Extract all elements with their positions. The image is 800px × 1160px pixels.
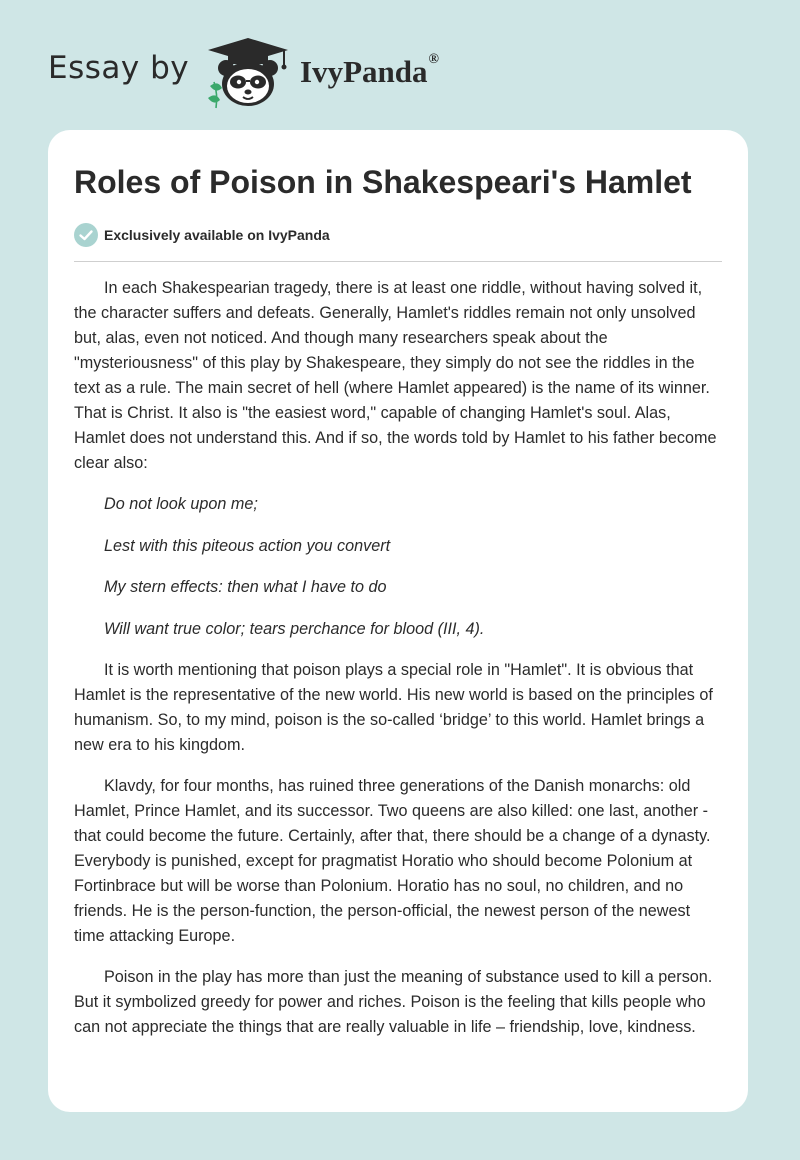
paragraph: Poison in the play has more than just the meaning of substance used to kill a person. But it symbolized greedy for power and riches. Poison is the feeling that kills people who can not appreciate the things that are really valuable in life – friendship, love, kindness. — [74, 968, 713, 1036]
verse-line: Lest with this piteous action you convert — [104, 536, 391, 555]
registered-mark: ® — [428, 52, 439, 67]
exclusive-badge-text: Exclusively available on IvyPanda — [104, 227, 330, 243]
essay-by-label: Essay by — [48, 50, 190, 86]
verse-line: My stern effects: then what I have to do — [104, 578, 387, 596]
paragraph: It is worth mentioning that poison plays a special role in "Hamlet". It is obvious that Hamlet is the representative of the new world. His new world is based on the principles of humanism. So, to my mind, poison is the so-called ‘bridge’ to this world. Hamlet brings a new era to his kingdom. — [74, 661, 713, 754]
paragraph: In each Shakespearian tragedy, there is at least one riddle, without having solved it, the character suffers and defeats. Generally, Hamlet's riddles remain not only unsolved but, alas, even not noticed. And though many researchers speak about the "mysteriousness" of this play by Shakespeare, they simply do not see the riddles in the text as a rule. The main secret of hell (where Hamlet appeared) is the name of its winner. That is Christ. It also is "the easiest word," capable of changing Hamlet's soul. Alas, Hamlet does not understand this. And if so, the words told by Hamlet to his father become clear also: — [74, 279, 717, 472]
site-header — [48, 30, 748, 110]
panda-graduate-logo-icon[interactable] — [204, 36, 292, 110]
brand-text: IvyPanda — [300, 54, 428, 89]
paragraph: Klavdy, for four months, has ruined three generations of the Danish monarchs: old Hamlet, Prince Hamlet, and its successor. Two queens are also killed: one last, another - that could become the future. Certainly, after that, there should be a change of a dynasty. Everybody is punished, except for pragmatist Horatio who should become Polonium at Fortinbrace but will be worse than Polonium. Horatio has no soul, no children, and no friends. He is the person-function, the person-official, the newest person of the newest time attacking Europe. — [74, 777, 711, 945]
verse-line: Do not look upon me; — [104, 495, 258, 513]
title-divider — [74, 261, 722, 262]
exclusive-badge — [74, 222, 330, 248]
verse-line: Will want true color; tears perchance for blood (III, 4). — [104, 619, 485, 638]
brand-name[interactable] — [300, 54, 439, 90]
essay-title: Roles of Poison in Shakespeari's Hamlet — [74, 164, 692, 200]
check-circle-icon — [74, 223, 98, 247]
essay-body — [74, 276, 724, 1056]
essay-card — [48, 130, 748, 1112]
